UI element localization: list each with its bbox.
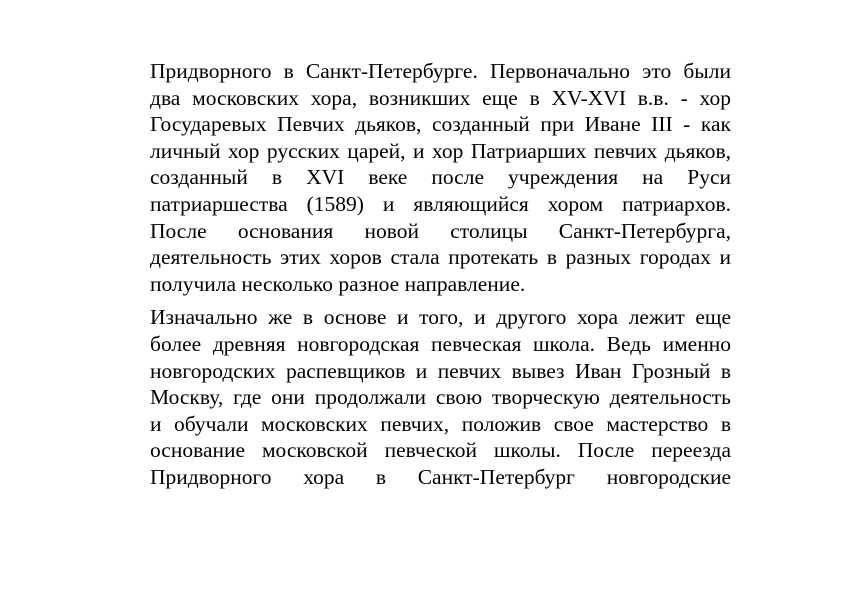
text-line: Государевых Певчих дьяков, созданный при Иване III - как — [150, 112, 731, 137]
text-line: После основания новой столицы Санкт-Петербурга, — [150, 218, 731, 243]
text-line: созданный в XVI веке после учреждения на Руси — [150, 165, 731, 190]
text-line: и обучали московских певчих, положив свое мастерство в — [150, 411, 731, 436]
text-line: личный хор русских царей, и хор Патриарших певчих дьяков, — [150, 138, 731, 163]
text-line: Придворного хора в Санкт-Петербург новгородские — [150, 464, 731, 489]
text-line: получила несколько разное направление. — [150, 271, 526, 296]
text-line: два московских хора, возникших еще в XV-XVI в.в. - хор — [150, 85, 731, 110]
text-line: Москву, где они продолжали свою творческую деятельность — [150, 385, 731, 410]
text-line: основание московской певческой школы. После переезда — [150, 438, 731, 463]
text-line: Придворного в Санкт-Петербурге. Первоначально это были — [150, 59, 731, 83]
paragraph-2 — [150, 304, 731, 490]
text-line: новгородских распевщиков и певчих вывез Иван Грозный в — [150, 358, 731, 383]
text-block — [150, 58, 731, 491]
text-line: Изначально же в основе и того, и другого хора лежит еще — [150, 305, 731, 330]
text-line: более древняя новгородская певческая школа. Ведь именно — [150, 331, 731, 356]
text-line: деятельность этих хоров стала протекать в разных городах и — [150, 245, 731, 270]
paragraph-1 — [150, 58, 731, 297]
text-line: патриаршества (1589) и являющийся хором патриархов. — [150, 191, 731, 216]
